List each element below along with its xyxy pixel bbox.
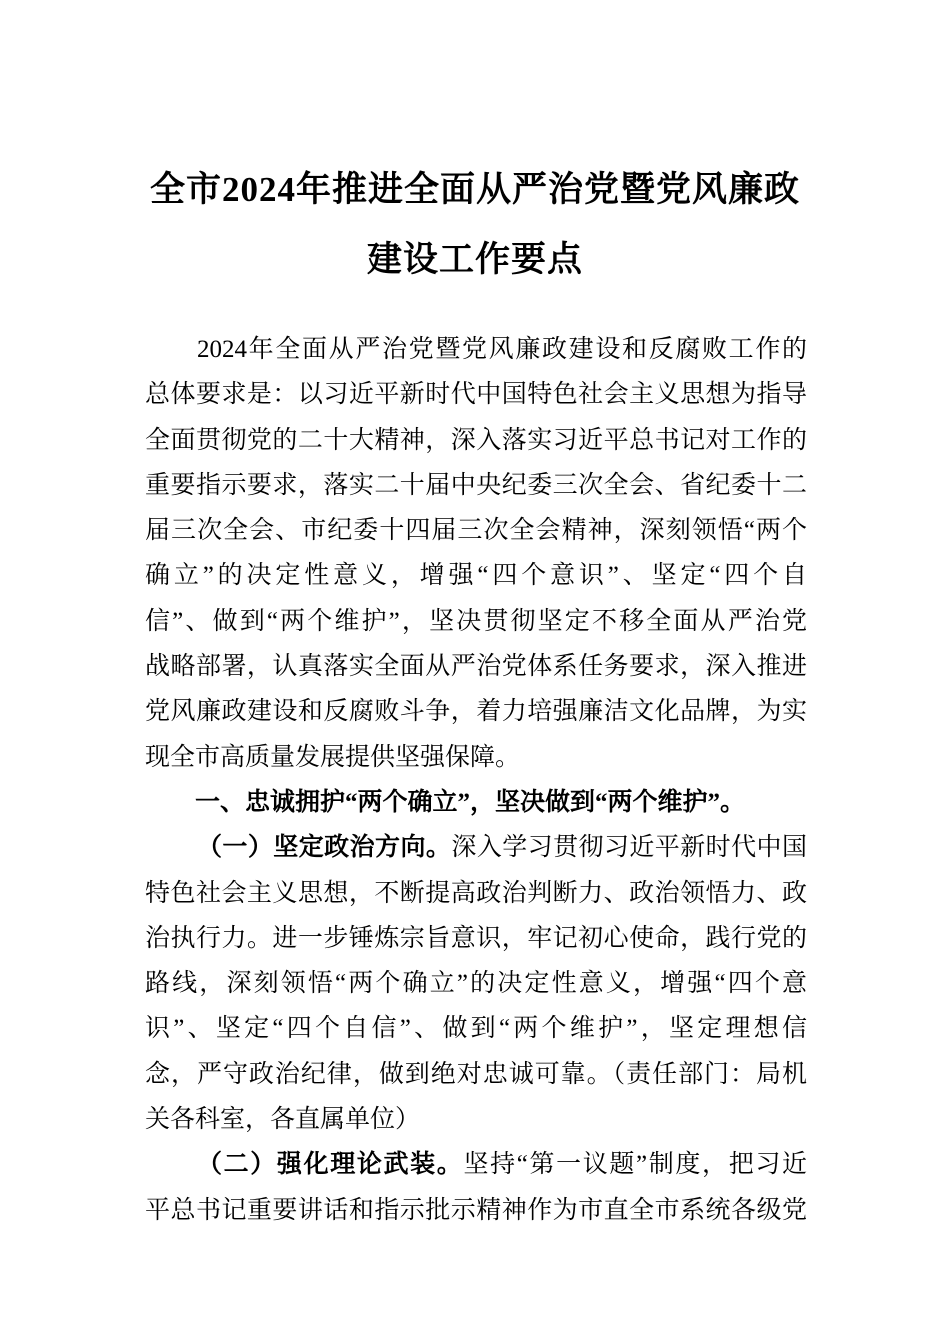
document-body: [145, 327, 807, 1233]
document-title-line-1: 全市2024年推进全面从严治党暨党风廉政: [149, 170, 800, 209]
intro-line: 党风廉政建设和反腐败斗争，着力培强廉洁文化品牌，为实: [145, 698, 807, 726]
item-1-text: 深入学习贯彻习近平新时代中国: [451, 834, 807, 862]
intro-line: 届三次全会、市纪委十四届三次全会精神，深刻领悟“两个: [145, 517, 807, 545]
item-1-line: 路线，深刻领悟“两个确立”的决定性意义，增强“四个意: [145, 970, 807, 998]
intro-line: 信”、做到“两个维护”，坚决贯彻坚定不移全面从严治党: [145, 607, 807, 635]
intro-line: 2024年全面从严治党暨党风廉政建设和反腐败工作的: [197, 336, 807, 363]
intro-line: 战略部署，认真落实全面从严治党体系任务要求，深入推进: [145, 653, 807, 681]
intro-line: 总体要求是：以习近平新时代中国特色社会主义思想为指导: [145, 381, 807, 409]
intro-line: 重要指示要求，落实二十届中央纪委三次全会、省纪委十二: [145, 471, 807, 499]
item-1-line: 念，严守政治纪律，做到绝对忠诚可靠。（责任部门：局机: [145, 1060, 807, 1088]
item-2-heading: （二）强化理论武装。: [197, 1151, 464, 1179]
section-heading: [145, 780, 807, 825]
item-1-line: 特色社会主义思想，不断提高政治判断力、政治领悟力、政: [145, 879, 807, 907]
document-title-line-2: 建设工作要点: [366, 240, 583, 279]
item-1-first-line: [145, 825, 807, 870]
item-1-line: 关各科室，各直属单位）: [145, 1106, 421, 1134]
section-heading-text: 一、忠诚拥护“两个确立”，坚决做到“两个维护”。: [195, 788, 746, 816]
item-2-line: 平总书记重要讲话和指示批示精神作为市直全市系统各级党: [145, 1196, 807, 1224]
intro-line: 现全市高质量发展提供坚强保障。: [145, 743, 521, 771]
item-1-line: 识”、坚定“四个自信”、做到“两个维护”，坚定理想信: [145, 1015, 807, 1043]
item-2-first-line: [145, 1142, 807, 1187]
item-1-line: 治执行力。进一步锤炼宗旨意识，牢记初心使命，践行党的: [145, 924, 807, 952]
intro-line: 全面贯彻党的二十大精神，深入落实习近平总书记对工作的: [145, 426, 807, 454]
item-2-text: 坚持“第一议题”制度，把习近: [463, 1151, 807, 1179]
item-1-heading: （一）坚定政治方向。: [197, 834, 452, 862]
intro-line: 确立”的决定性意义，增强“四个意识”、坚定“四个自: [145, 562, 807, 590]
